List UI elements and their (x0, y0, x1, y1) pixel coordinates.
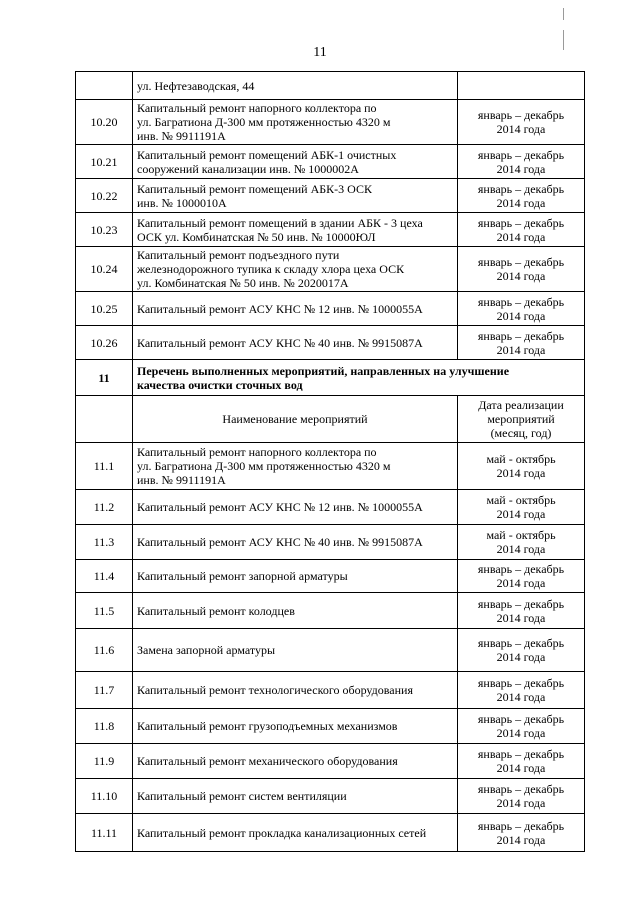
measure-name (133, 814, 458, 852)
section-row (76, 360, 585, 396)
row-number: 10.20 (76, 100, 133, 145)
row-number: 10.23 (76, 213, 133, 247)
row-number: 11.9 (76, 744, 133, 779)
implementation-date-line: 2014 года (496, 690, 546, 704)
measure-name-line: инв. № 9911191А (137, 129, 226, 143)
measures-table (75, 71, 585, 852)
measure-name-line: Капитальный ремонт систем вентиляции (137, 789, 347, 803)
table-row (76, 709, 585, 744)
implementation-date-line: январь – декабрь (477, 596, 565, 611)
measure-name-line: инв. № 1000010А (137, 195, 227, 210)
table-row (76, 593, 585, 629)
measure-name-line: Капитальный ремонт грузоподъемных механизмов (137, 719, 398, 733)
implementation-date-line: 2014 года (496, 650, 546, 664)
implementation-date (458, 100, 585, 145)
scan-mark (563, 8, 564, 20)
measure-name-line: сооружений канализации инв. № 1000002А (137, 161, 359, 176)
header-date-line: (месяц, год) (490, 426, 552, 440)
measure-name (133, 145, 458, 179)
table-row (76, 629, 585, 672)
implementation-date-line: 2014 года (496, 308, 546, 323)
measure-name-line: Капитальный ремонт помещений АБК-1 очистных (137, 147, 397, 162)
section-title (133, 360, 585, 396)
measure-name-line: Замена запорной арматуры (137, 643, 275, 657)
implementation-date (458, 560, 585, 593)
header-num-cell (76, 396, 133, 443)
implementation-date (458, 525, 585, 560)
measure-name (133, 525, 458, 560)
row-number: 11.1 (76, 443, 133, 490)
table-row (76, 560, 585, 593)
measure-name (133, 247, 458, 292)
measure-name-line: Капитальный ремонт запорной арматуры (137, 569, 348, 583)
implementation-date (458, 709, 585, 744)
row-number: 11.11 (76, 814, 133, 852)
table-row (76, 490, 585, 525)
scan-mark (563, 30, 564, 50)
implementation-date (458, 145, 585, 179)
implementation-date (458, 326, 585, 360)
table-row (76, 744, 585, 779)
measure-name-line: Капитальный ремонт помещений АБК-3 ОСК (137, 181, 372, 196)
measure-name-line: ОСК ул. Комбинатская № 50 инв. № 10000ЮЛ (137, 229, 376, 244)
implementation-date (458, 443, 585, 490)
implementation-date-line: 2014 года (496, 726, 546, 740)
implementation-date-line: 2014 года (496, 122, 546, 136)
implementation-date (458, 593, 585, 629)
implementation-date-line: 2014 года (496, 761, 546, 775)
measure-name (133, 593, 458, 629)
measure-name (133, 744, 458, 779)
column-header-row (76, 396, 585, 443)
row-number (76, 72, 133, 100)
measure-name-line: Капитальный ремонт АСУ КНС № 12 инв. № 1000055А (137, 301, 423, 316)
implementation-date-line: январь – декабрь (477, 818, 565, 833)
measure-name (133, 443, 458, 490)
header-date-line: Дата реализации (478, 398, 564, 412)
implementation-date-line: январь – декабрь (477, 782, 565, 796)
measure-name (133, 179, 458, 213)
implementation-date-line: январь – декабрь (477, 181, 565, 196)
measure-name-line: Капитальный ремонт помещений в здании АБК - 3 цеха (137, 215, 423, 230)
implementation-date-line: январь – декабрь (477, 255, 565, 269)
measure-name (133, 326, 458, 360)
measure-name (133, 490, 458, 525)
measure-name-line: ул. Комбинатская № 50 инв. № 2020017А (137, 276, 349, 290)
implementation-date-line: 2014 года (496, 796, 546, 810)
implementation-date-line: май - октябрь (486, 493, 556, 507)
measure-name-line: Капитальный ремонт прокладка канализационных сетей (137, 825, 427, 840)
row-number: 10.24 (76, 247, 133, 292)
section-title-line: качества очистки сточных вод (137, 377, 303, 392)
implementation-date-line: 2014 года (496, 342, 546, 357)
table-row (76, 100, 585, 145)
implementation-date-line: 2014 года (496, 269, 546, 283)
table-row (76, 443, 585, 490)
table-row (76, 247, 585, 292)
measure-name (133, 213, 458, 247)
measure-name (133, 779, 458, 814)
page-number: 11 (313, 45, 327, 60)
measure-name (133, 672, 458, 709)
implementation-date-line: январь – декабрь (477, 215, 565, 230)
implementation-date-line: январь – декабрь (477, 676, 565, 690)
implementation-date (458, 779, 585, 814)
header-date-line: мероприятий (487, 412, 555, 426)
measure-name-line: инв. № 9911191А (137, 473, 226, 487)
implementation-date (458, 672, 585, 709)
implementation-date-line: январь – декабрь (477, 294, 565, 309)
implementation-date-line: январь – декабрь (477, 328, 565, 343)
table-row (76, 72, 585, 100)
measure-name-line: Капитальный ремонт напорного коллектора по (137, 445, 377, 459)
row-number: 11.3 (76, 525, 133, 560)
section-title-line: Перечень выполненных мероприятий, направленных на улучшение (137, 363, 510, 378)
measure-name (133, 292, 458, 326)
row-number: 11.7 (76, 672, 133, 709)
measure-name-line: ул. Багратиона Д-300 мм протяженностью 4320 м (137, 115, 391, 129)
implementation-date (458, 72, 585, 100)
measure-name-line: Капитальный ремонт колодцев (137, 603, 295, 618)
implementation-date-line: май - октябрь (486, 528, 556, 542)
measure-name (133, 72, 458, 100)
measure-name-line: ул. Нефтезаводская, 44 (137, 78, 255, 93)
implementation-date-line: январь – декабрь (477, 636, 565, 650)
implementation-date-line: январь – декабрь (477, 712, 565, 726)
measure-name-line: Капитальный ремонт АСУ КНС № 40 инв. № 9915087А (137, 335, 423, 350)
implementation-date (458, 744, 585, 779)
row-number: 10.25 (76, 292, 133, 326)
section-number: 11 (76, 360, 133, 396)
row-number: 11.10 (76, 779, 133, 814)
header-date-cell (458, 396, 585, 443)
implementation-date-line: май - октябрь (486, 452, 556, 466)
table-row (76, 779, 585, 814)
table-row (76, 326, 585, 360)
implementation-date-line: январь – декабрь (477, 747, 565, 761)
implementation-date (458, 247, 585, 292)
implementation-date-line: январь – декабрь (477, 108, 565, 122)
row-number: 11.6 (76, 629, 133, 672)
measure-name-line: Капитальный ремонт АСУ КНС № 40 инв. № 9915087А (137, 535, 423, 549)
table-row (76, 179, 585, 213)
row-number: 11.5 (76, 593, 133, 629)
implementation-date (458, 814, 585, 852)
implementation-date-line: 2014 года (496, 195, 546, 210)
implementation-date-line: 2014 года (496, 576, 546, 590)
implementation-date (458, 213, 585, 247)
implementation-date (458, 292, 585, 326)
measure-name (133, 629, 458, 672)
implementation-date-line: январь – декабрь (477, 147, 565, 162)
implementation-date-line: 2014 года (496, 466, 546, 480)
measure-name-line: ул. Багратиона Д-300 мм протяженностью 4320 м (137, 459, 391, 473)
row-number: 11.2 (76, 490, 133, 525)
implementation-date-line: 2014 года (496, 229, 546, 244)
implementation-date-line: 2014 года (496, 161, 546, 176)
table-row (76, 814, 585, 852)
measure-name (133, 709, 458, 744)
implementation-date (458, 629, 585, 672)
table-row (76, 525, 585, 560)
table-row (76, 213, 585, 247)
row-number: 10.26 (76, 326, 133, 360)
implementation-date-line: 2014 года (496, 507, 546, 521)
implementation-date-line: 2014 года (496, 542, 546, 556)
row-number: 11.4 (76, 560, 133, 593)
table-row (76, 145, 585, 179)
measure-name-line: Капитальный ремонт АСУ КНС № 12 инв. № 1000055А (137, 500, 423, 514)
measure-name-line: железнодорожного тупика к складу хлора цеха ОСК (137, 262, 405, 276)
measure-name (133, 560, 458, 593)
header-name-cell: Наименование мероприятий (133, 396, 458, 443)
table-row (76, 672, 585, 709)
table-row (76, 292, 585, 326)
row-number: 11.8 (76, 709, 133, 744)
measure-name (133, 100, 458, 145)
measure-name-line: Капитальный ремонт подъездного пути (137, 248, 340, 262)
measure-name-line: Капитальный ремонт технологического оборудования (137, 683, 413, 697)
row-number: 10.22 (76, 179, 133, 213)
implementation-date (458, 490, 585, 525)
implementation-date-line: январь – декабрь (477, 562, 565, 576)
implementation-date-line: 2014 года (496, 610, 546, 625)
measure-name-line: Капитальный ремонт напорного коллектора по (137, 101, 377, 115)
measure-name-line: Капитальный ремонт механического оборудования (137, 754, 398, 768)
implementation-date (458, 179, 585, 213)
implementation-date-line: 2014 года (496, 832, 546, 847)
row-number: 10.21 (76, 145, 133, 179)
